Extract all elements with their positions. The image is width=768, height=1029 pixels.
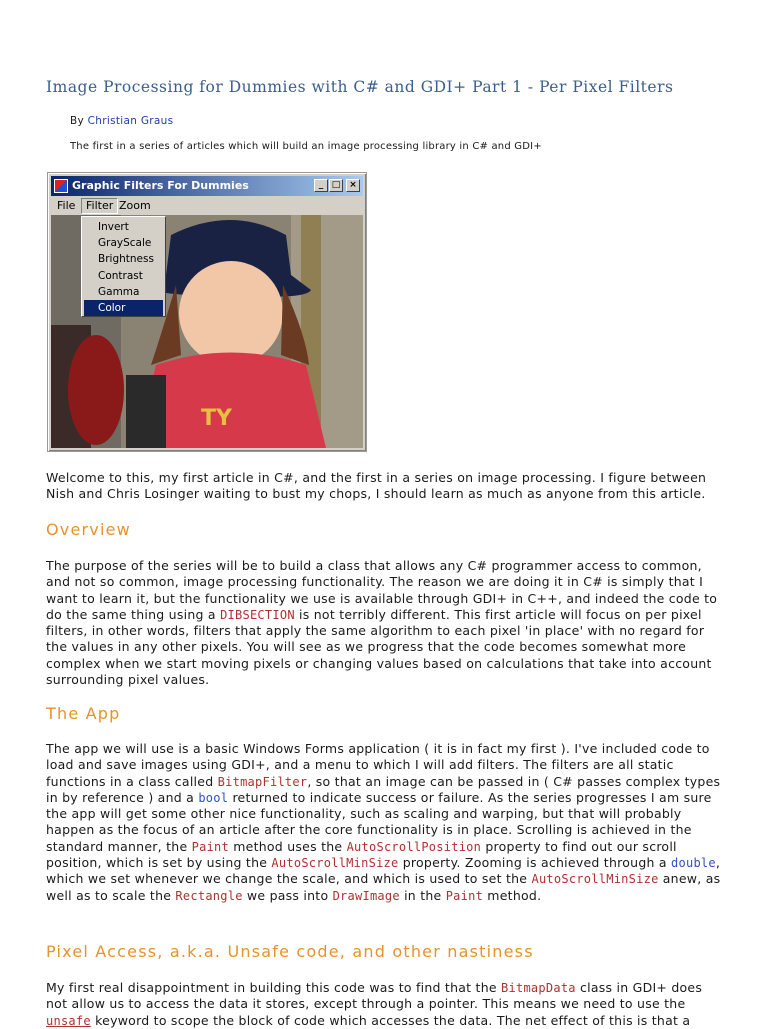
window-title: Graphic Filters For Dummies bbox=[72, 179, 249, 192]
inline-code: Paint bbox=[191, 839, 229, 854]
heading-the-app: The App bbox=[46, 704, 121, 723]
pixel-access-paragraph: My first real disappointment in building this code was to find that the BitmapData class in GDI+ does not allow us to access the data it stores, except through a pointer. This means we need to use the unsafe keyword to scope the block of code which accesses the data. The net effect of this is that a bbox=[46, 980, 703, 1028]
menu-file[interactable]: File bbox=[57, 199, 76, 212]
close-button[interactable]: × bbox=[346, 179, 360, 192]
inline-code: DrawImage bbox=[332, 888, 400, 903]
byline bbox=[70, 115, 173, 127]
inline-code: DIBSECTION bbox=[220, 607, 295, 622]
menu-filter[interactable]: Filter bbox=[81, 198, 118, 214]
menu-zoom[interactable]: Zoom bbox=[119, 199, 151, 212]
article-title: Image Processing for Dummies with C# and GDI+ Part 1 - Per Pixel Filters bbox=[46, 78, 674, 96]
inline-code: AutoScrollPosition bbox=[346, 839, 482, 854]
minimize-button[interactable]: _ bbox=[314, 179, 328, 192]
menu-item-brightness[interactable]: Brightness bbox=[98, 253, 154, 265]
inline-keyword: bool bbox=[198, 790, 229, 805]
article-subtitle: The first in a series of articles which will build an image processing library in C# and GDI+ bbox=[70, 141, 542, 152]
inline-code: unsafe bbox=[46, 1013, 91, 1028]
inline-code: AutoScrollMinSize bbox=[531, 872, 659, 887]
overview-paragraph: The purpose of the series will be to build a class that allows any C# programmer access to common, and not so common, image processing functionality. The reason we are doing it in C# is simply that I want to learn it, but the functionality we use is available through GDI+ in C++, and indeed the code to do the same thing using a DIBSECTION is not terribly different. This first article will focus on per pixel filters, in other words, filters that apply the same algorithm to each pixel 'in place' with no regard for the values in any other pixels. You will see as we progress that the code becomes somewhat more complex when we start moving pixels or changing values based on calculations that take into account surrounding pixel values. bbox=[46, 558, 718, 688]
heading-pixel-access: Pixel Access, a.k.a. Unsafe code, and other nastiness bbox=[46, 942, 534, 961]
inline-code: Paint bbox=[445, 888, 484, 903]
app-screenshot-window bbox=[47, 172, 367, 452]
inline-code: BitmapFilter bbox=[217, 774, 308, 789]
heading-overview: Overview bbox=[46, 520, 131, 539]
by-label: By bbox=[70, 115, 85, 127]
inline-code: Rectangle bbox=[175, 888, 243, 903]
menu-item-gamma[interactable]: Gamma bbox=[98, 286, 140, 298]
menu-item-contrast[interactable]: Contrast bbox=[98, 270, 143, 282]
svg-text:TY: TY bbox=[201, 406, 232, 431]
menu-item-invert[interactable]: Invert bbox=[98, 221, 129, 233]
app-icon bbox=[54, 179, 68, 193]
inline-code: AutoScrollMinSize bbox=[271, 856, 399, 871]
filter-dropdown bbox=[81, 216, 166, 317]
menu-bar bbox=[51, 197, 363, 215]
window-titlebar bbox=[51, 176, 363, 196]
inline-keyword: double bbox=[671, 856, 716, 871]
inline-code: BitmapData bbox=[501, 981, 576, 995]
menu-item-color[interactable]: Color bbox=[84, 300, 163, 316]
menu-item-grayscale[interactable]: GrayScale bbox=[98, 237, 152, 249]
author-link[interactable]: Christian Graus bbox=[87, 115, 174, 127]
app-paragraph: The app we will use is a basic Windows Forms application ( it is in fact my first ). I've included code to load and save images using GDI+, and a menu to which I will add filters. The filters are all static functions in a class called BitmapFilter, so that an image can be passed in ( C# passes complex types in by reference ) and a bool returned to indicate success or failure. As the series progresses I am sure the app will get some other nice functionality, such as scaling and warping, but that will probably happen as the focus of an article after the core functionality is in place. Scrolling is achieved in the standard manner, the Paint method uses the AutoScrollPosition property to find out our scroll position, which is set by using the AutoScrollMinSize property. Zooming is achieved through a double, which we set whenever we change the scale, and which is used to set the AutoScrollMinSize anew, as well as to scale the Rectangle we pass into DrawImage in the Paint method. bbox=[46, 741, 721, 903]
maximize-button[interactable]: □ bbox=[329, 179, 343, 192]
intro-paragraph: Welcome to this, my first article in C#, and the first in a series on image processing. I figure between Nish and Chris Losinger waiting to bust my chops, I should learn as much as anyone from this article. bbox=[46, 470, 707, 502]
